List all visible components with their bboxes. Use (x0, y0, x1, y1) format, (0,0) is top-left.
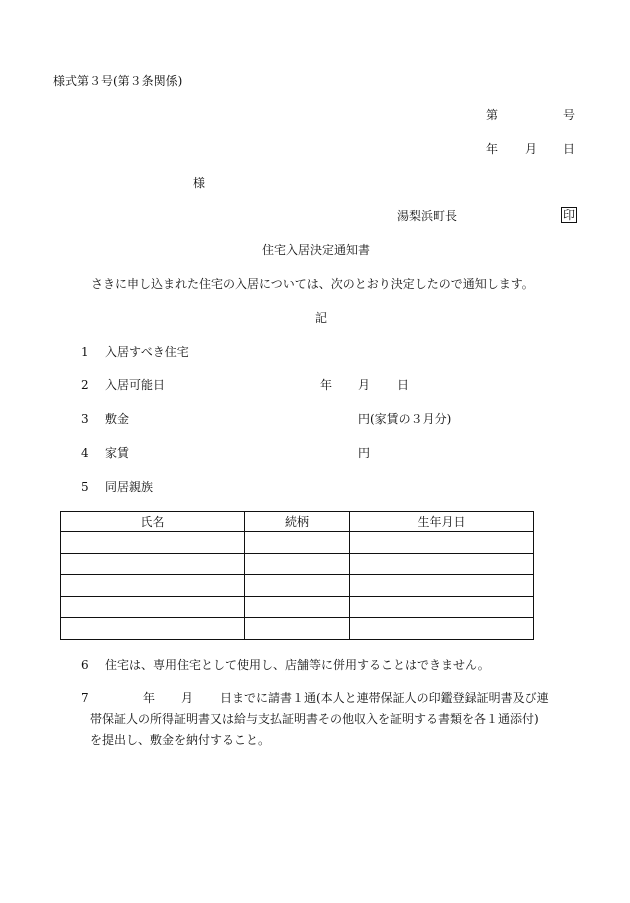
cell-name (61, 596, 245, 618)
item6-text: 住宅は、専用住宅として使用し、店舗等に併用することはできません。 (105, 658, 490, 672)
item7-year: 年 (143, 691, 156, 705)
item2-day: 日 (397, 378, 410, 392)
item7-line1: 日までに請書１通(本人と連帯保証人の印鑑登録証明書及び連 (220, 691, 549, 705)
item7-line2: 帯保証人の所得証明書又は給与支払証明書その他収入を証明する書類を各１通添付) (90, 712, 539, 726)
cell-name (61, 532, 245, 554)
date-month: 月 (525, 142, 538, 156)
cell-relationship (245, 596, 350, 618)
issuer: 湯梨浜町長 (397, 209, 458, 223)
date-year: 年 (486, 142, 499, 156)
item7-month: 月 (181, 691, 194, 705)
item5-label: 同居親族 (105, 480, 154, 494)
header-name: 氏名 (61, 512, 245, 532)
item3-label: 敷金 (105, 412, 130, 426)
item4-value: 円 (358, 446, 371, 460)
item2-month: 月 (358, 378, 371, 392)
intro-text: さきに申し込まれた住宅の入居については、次のとおり決定したので通知します。 (91, 277, 534, 291)
item2-label: 入居可能日 (105, 378, 166, 392)
item1-label: 入居すべき住宅 (105, 345, 189, 359)
item5-number: 5 (81, 480, 89, 494)
seal-mark-text: 印 (563, 208, 576, 222)
family-table (60, 511, 534, 640)
cell-relationship (245, 618, 350, 640)
cell-relationship (245, 532, 350, 554)
doc-number-prefix: 第 (486, 108, 499, 122)
item1-number: 1 (81, 345, 89, 359)
table-row (61, 618, 534, 640)
item7-number: 7 (81, 691, 89, 705)
cell-birthdate (350, 553, 534, 575)
item7-line3: を提出し、敷金を納付すること。 (90, 733, 271, 747)
document-title: 住宅入居決定通知書 (262, 243, 371, 257)
item2-number: 2 (81, 378, 89, 392)
addressee-suffix: 様 (193, 176, 206, 190)
item2-year: 年 (320, 378, 333, 392)
cell-birthdate (350, 618, 534, 640)
family-table-header-row (61, 512, 534, 532)
table-row (61, 553, 534, 575)
cell-birthdate (350, 575, 534, 597)
cell-relationship (245, 553, 350, 575)
cell-relationship (245, 575, 350, 597)
table-row (61, 596, 534, 618)
cell-birthdate (350, 532, 534, 554)
ki-heading: 記 (315, 311, 328, 325)
table-row (61, 532, 534, 554)
table-row (61, 575, 534, 597)
seal-mark (561, 207, 577, 223)
header-birthdate: 生年月日 (350, 512, 534, 532)
item3-number: 3 (81, 412, 89, 426)
date-day: 日 (563, 142, 576, 156)
item4-number: 4 (81, 446, 89, 460)
cell-birthdate (350, 596, 534, 618)
cell-name (61, 553, 245, 575)
doc-number-suffix: 号 (563, 108, 576, 122)
cell-name (61, 618, 245, 640)
cell-name (61, 575, 245, 597)
item6-number: 6 (81, 658, 89, 672)
header-relationship: 続柄 (245, 512, 350, 532)
form-number: 様式第３号(第３条関係) (53, 74, 183, 88)
item4-label: 家賃 (105, 446, 130, 460)
item3-value: 円(家賃の３月分) (358, 412, 452, 426)
